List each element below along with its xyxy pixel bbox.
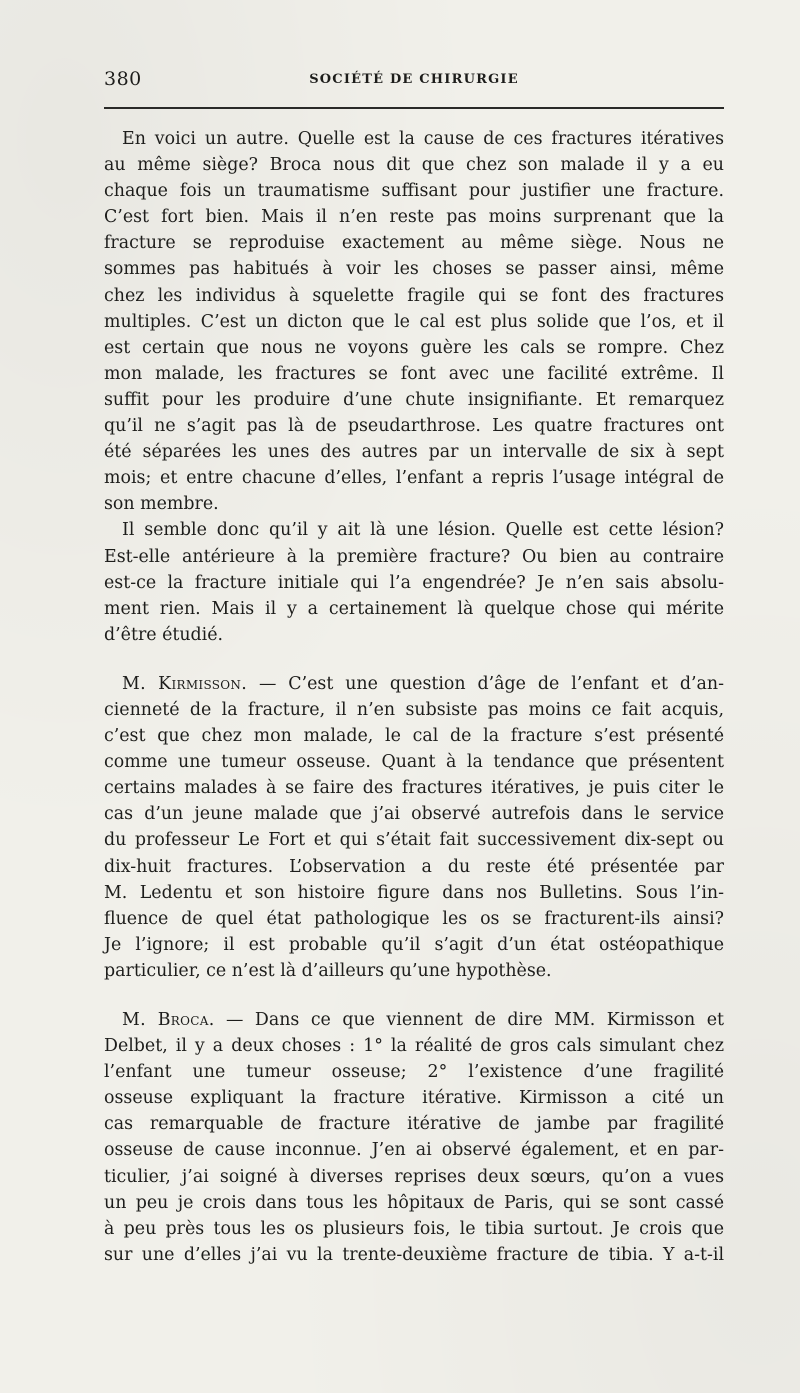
text-line: qu’il ne s’agit pas là de pseudarthrose. Les quatre fractures ont: [104, 416, 724, 437]
text-line: chez les individus à squelette fragile qui se font des fractures: [104, 285, 724, 306]
text-line: est-ce la fracture initiale qui l’a engendrée? Je n’en sais absolu-: [104, 572, 724, 593]
text-line: osseuse expliquant la fracture itérative. Kirmisson a cité un: [104, 1088, 724, 1109]
speaker-name: M. Kirmisson.: [122, 673, 248, 694]
text-line: fluence de quel état pathologique les os se fracturent-ils ainsi?: [104, 908, 724, 929]
running-title: SOCIÉTÉ DE CHIRURGIE: [309, 72, 519, 87]
text-line: mon malade, les fractures se font avec une facilité extrême. Il: [104, 363, 724, 384]
text-line: cas d’un jeune malade que j’ai observé autrefois dans le service: [104, 804, 724, 825]
page-header: [104, 66, 724, 96]
paragraph-gap: [104, 648, 724, 671]
text-line: sommes pas habitués à voir les choses se passer ainsi, même: [104, 259, 724, 280]
text-line: Je l’ignore; il est probable qu’il s’agit d’un état ostéopathique: [104, 934, 724, 955]
text-line-rest: — Dans ce que viennent de dire MM. Kirmisson et: [214, 1010, 724, 1030]
text-line: [104, 1007, 724, 1033]
text-line: fracture se reproduise exactement au même siège. Nous ne: [104, 233, 724, 254]
text-line: ment rien. Mais il y a certainement là quelque chose qui mérite: [104, 598, 724, 619]
text-line: [104, 671, 724, 697]
header-rule: [104, 107, 724, 109]
text-line: d’être étudié.: [104, 624, 224, 645]
text-line: comme une tumeur osseuse. Quant à la tendance que présentent: [104, 752, 724, 773]
speaker-name: M. Broca.: [122, 1010, 215, 1030]
text-line: sur une d’elles j’ai vu la trente-deuxième fracture de tibia. Y a-t-il: [104, 1244, 724, 1265]
page-number: 380: [104, 68, 142, 90]
text-line: un peu je crois dans tous les hôpitaux de Paris, qui se sont cassé: [104, 1192, 724, 1213]
text-line: cienneté de la fracture, il n’en subsiste pas moins ce fait acquis,: [104, 699, 724, 720]
text-line: suffit pour les produire d’une chute insignifiante. Et remarquez: [104, 389, 724, 410]
paragraph-lesion-question: [104, 517, 724, 647]
text-line: M. Ledentu et son histoire figure dans nos Bulletins. Sous l’in-: [104, 882, 724, 903]
text-line: l’enfant une tumeur osseuse; 2° l’existence d’une fragilité: [104, 1062, 724, 1083]
text-line: particulier, ce n’est là d’ailleurs qu’une hypothèse.: [104, 960, 552, 981]
text-line: est certain que nous ne voyons guère les cals se rompre. Chez: [104, 337, 724, 358]
body-text: [104, 126, 724, 1268]
paragraph-gap: [104, 984, 724, 1007]
text-line: osseuse de cause inconnue. J’en ai observé également, et en par-: [104, 1140, 724, 1161]
text-line: du professeur Le Fort et qui s’était fait successivement dix-sept ou: [104, 830, 724, 851]
text-line: Delbet, il y a deux choses : 1° la réalité de gros cals simulant chez: [104, 1036, 724, 1057]
text-line: ticulier, j’ai soigné à diverses reprises deux sœurs, qu’on a vues: [104, 1166, 724, 1187]
paragraph-kirmisson: [104, 671, 724, 984]
text-line: au même siège? Broca nous dit que chez son malade il y a eu: [104, 155, 724, 176]
text-line: En voici un autre. Quelle est la cause de ces fractures itératives: [122, 129, 724, 149]
paragraph-broca: [104, 1007, 724, 1268]
text-line: à peu près tous les os plusieurs fois, le tibia surtout. Je crois que: [104, 1218, 724, 1239]
text-line: certains malades à se faire des fractures itératives, je puis citer le: [104, 778, 724, 799]
text-line: C’est fort bien. Mais il n’en reste pas moins surprenant que la: [104, 207, 724, 228]
text-line: mois; et entre chacune d’elles, l’enfant a repris l’usage intégral de: [104, 468, 724, 489]
text-line: Il semble donc qu’il y ait là une lésion. Quelle est cette lésion?: [122, 520, 724, 541]
paragraph-broca-discussion: [104, 126, 724, 517]
text-line: Est-elle antérieure à la première fracture? Ou bien au contraire: [104, 546, 724, 567]
text-line: multiples. C’est un dicton que le cal est plus solide que l’os, et il: [104, 311, 724, 332]
text-line: chaque fois un traumatisme suffisant pour justifier une fracture.: [104, 181, 724, 202]
text-line: son membre.: [104, 494, 219, 515]
text-line: cas remarquable de fracture itérative de jambe par fragilité: [104, 1114, 724, 1135]
text-line: été séparées les unes des autres par un intervalle de six à sept: [104, 442, 724, 463]
text-line: dix-huit fractures. L’observation a du reste été présentée par: [104, 856, 724, 877]
text-line: c’est que chez mon malade, le cal de la fracture s’est présenté: [104, 726, 724, 747]
text-line-rest: — C’est une question d’âge de l’enfant et d’an-: [247, 673, 725, 694]
